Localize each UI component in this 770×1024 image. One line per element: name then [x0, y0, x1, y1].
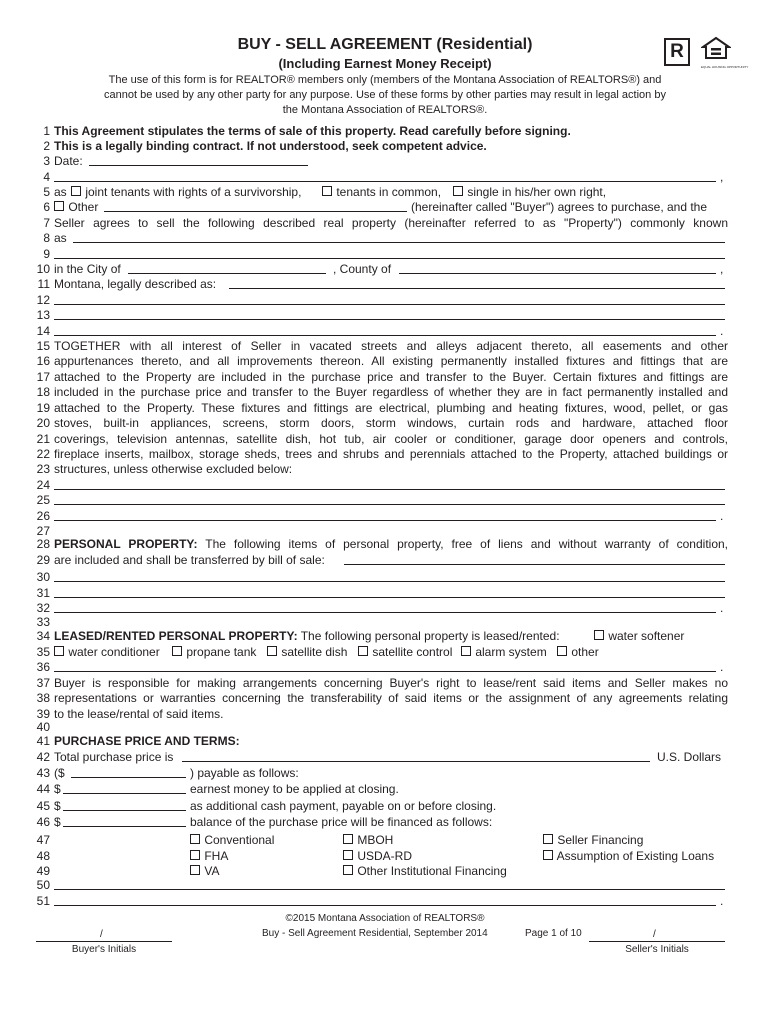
tenants-in-common-option[interactable]: [322, 184, 441, 200]
other-tenancy-checkbox[interactable]: [54, 201, 64, 211]
line-number: 4: [43, 170, 50, 184]
assumption-option[interactable]: [543, 848, 714, 864]
form-line: [0, 765, 770, 781]
financed-balance-field[interactable]: [63, 826, 186, 827]
fixtures-text: coverings, television antennas, satellite dish, hot tub, air cooler or conditioner, garage door openers and controls,: [54, 432, 728, 446]
leased-other-field[interactable]: [54, 671, 716, 672]
conventional-checkbox[interactable]: [190, 834, 200, 844]
satellite-control-checkbox[interactable]: [358, 646, 368, 656]
propane-tank-checkbox[interactable]: [172, 646, 182, 656]
form-line: [0, 338, 770, 354]
form-line: [0, 628, 770, 644]
fixtures-text: stoves, built-in appliances, screens, storm doors, storm windows, curtain rods and hardware, attached floor: [54, 416, 728, 430]
realtor-logo-icon: [664, 38, 690, 66]
line-number: 7: [43, 216, 50, 230]
line-number: 29: [36, 553, 50, 567]
satellite-dish-checkbox[interactable]: [267, 646, 277, 656]
form-line: [0, 431, 770, 447]
line-number: 48: [36, 849, 50, 863]
personal-property-text: [54, 536, 728, 552]
lease-arrangements-text: Buyer is responsible for making arrangements concerning Buyer's right to lease/rent said items and Seller makes no: [54, 676, 728, 690]
joint-tenants-label: joint tenants with rights of a survivorship,: [85, 185, 302, 199]
total-price-label: Total purchase price is: [54, 750, 174, 764]
other-tenancy-option[interactable]: [54, 199, 98, 215]
line-number: 22: [36, 447, 50, 461]
form-line: [0, 153, 770, 169]
dollar-label: $: [54, 782, 61, 796]
other-leased-checkbox[interactable]: [557, 646, 567, 656]
earnest-money-label: earnest money to be applied at closing.: [190, 782, 399, 796]
form-line: [0, 690, 770, 706]
dollar-label: $: [54, 799, 61, 813]
seller-financing-option[interactable]: [543, 832, 643, 848]
property-address-field[interactable]: [73, 242, 725, 243]
financed-balance-label: balance of the purchase price will be financed as follows:: [190, 815, 493, 829]
water-softener-option[interactable]: [594, 628, 684, 644]
line-number: 44: [36, 782, 50, 796]
buyer-initials-label: Buyer's Initials: [71, 944, 137, 955]
line-number: 19: [36, 401, 50, 415]
satellite-control-option[interactable]: [358, 644, 452, 660]
comma: ,: [720, 170, 724, 184]
seller-financing-checkbox[interactable]: [543, 834, 553, 844]
legal-description-field[interactable]: [229, 288, 725, 289]
dollar-label: ($: [54, 766, 65, 780]
line-number: 43: [36, 766, 50, 780]
line-number: 50: [36, 878, 50, 892]
other-leased-option[interactable]: [557, 644, 599, 660]
line-number: 10: [36, 262, 50, 276]
form-line: [0, 276, 770, 292]
intro-line-2: cannot be used by any other party for any purpose. Use of these forms by other parties may result in legal action by: [104, 89, 666, 101]
line-number: 30: [36, 570, 50, 584]
water-conditioner-checkbox[interactable]: [54, 646, 64, 656]
satellite-dish-label: satellite dish: [281, 645, 348, 659]
form-line: [0, 323, 770, 339]
line-number: 21: [36, 432, 50, 446]
period: .: [720, 601, 724, 615]
fixtures-text: attached to the Property. These fixtures and fittings are electrical, plumbing and heating fixtures, wood, pellet, or gas: [54, 401, 728, 415]
excluded-below-text: structures, unless otherwise excluded below:: [54, 462, 293, 476]
intro-line-1: The use of this form is for REALTOR® members only (members of the Montana Association of REALTORS®) and: [108, 74, 662, 86]
line-number: 45: [36, 799, 50, 813]
line-number: 28: [36, 537, 50, 551]
seller-financing-label: Seller Financing: [557, 833, 644, 847]
leased-property-description: The following personal property is leased/rented:: [300, 629, 560, 643]
line-number: 1: [43, 124, 50, 138]
water-softener-label: water softener: [608, 629, 685, 643]
line-number: 3: [43, 154, 50, 168]
form-subtitle: (Including Earnest Money Receipt): [278, 56, 492, 71]
payable-amount-field[interactable]: [71, 777, 186, 778]
date-field[interactable]: [89, 165, 308, 166]
personal-property-description: The following items of personal property, free of liens and without warranty of condition,: [205, 537, 728, 551]
form-line: [0, 569, 770, 585]
form-line: [0, 446, 770, 462]
personal-property-field-4[interactable]: [54, 612, 716, 613]
county-field[interactable]: [399, 273, 716, 274]
line-number: 34: [36, 629, 50, 643]
as-label: as: [54, 185, 67, 199]
other-tenancy-field[interactable]: [104, 211, 407, 212]
leased-property-heading: LEASED/RENTED PERSONAL PROPERTY:: [54, 629, 298, 643]
form-line: [0, 292, 770, 308]
joint-tenants-checkbox[interactable]: [71, 186, 81, 196]
line-number: 41: [36, 734, 50, 748]
form-line: [0, 384, 770, 400]
other-institutional-label: Other Institutional Financing: [357, 864, 507, 878]
usda-checkbox[interactable]: [343, 850, 353, 860]
conventional-option[interactable]: [190, 832, 274, 848]
line-number: 47: [36, 833, 50, 847]
form-line: [0, 199, 770, 215]
personal-property-field[interactable]: [344, 564, 725, 565]
form-line: [0, 138, 770, 154]
propane-tank-label: propane tank: [186, 645, 257, 659]
fixtures-text: appurtenances thereto, and all improvements thereon. All existing permanently installed fixtures and fittings that are: [54, 354, 728, 368]
line-number: 5: [43, 185, 50, 199]
seller-agrees-text: Seller agrees to sell the following described real property (hereinafter referred to as "Property") commonly known: [54, 216, 728, 230]
lease-arrangements-text: representations or warranties concerning the transferability of said items or the assignment of any agreements relating: [54, 691, 728, 705]
line-number: 8: [43, 231, 50, 245]
tenants-in-common-checkbox[interactable]: [322, 186, 332, 196]
assumption-checkbox[interactable]: [543, 850, 553, 860]
period: .: [720, 894, 724, 908]
line-number: 9: [43, 247, 50, 261]
financing-notes-field[interactable]: [54, 889, 725, 890]
va-checkbox[interactable]: [190, 865, 200, 875]
form-line: [0, 644, 770, 660]
line-number: 39: [36, 707, 50, 721]
form-line: [0, 261, 770, 277]
line-number: 42: [36, 750, 50, 764]
total-price-field[interactable]: [182, 761, 650, 762]
form-line: [0, 552, 770, 568]
form-line: [0, 369, 770, 385]
mboh-checkbox[interactable]: [343, 834, 353, 844]
form-title: BUY - SELL AGREEMENT (Residential): [237, 36, 533, 53]
legal-description-field-3[interactable]: [54, 319, 725, 320]
period: .: [720, 660, 724, 674]
city-label: in the City of: [54, 262, 121, 276]
line-number: 25: [36, 493, 50, 507]
single-option[interactable]: [453, 184, 606, 200]
form-line: [0, 536, 770, 552]
seller-initials-slash: /: [653, 929, 656, 940]
legal-description-label: Montana, legally described as:: [54, 277, 217, 291]
bill-of-sale-text: are included and shall be transferred by bill of sale:: [54, 553, 325, 567]
buyer-initials-field[interactable]: [36, 941, 172, 942]
tenants-in-common-label: tenants in common,: [336, 185, 442, 199]
exclusions-field-3[interactable]: [54, 520, 716, 521]
line-number: 24: [36, 478, 50, 492]
assumption-label: Assumption of Existing Loans: [556, 849, 715, 863]
form-line: [0, 585, 770, 601]
single-label: single in his/her own right,: [467, 185, 607, 199]
line-number: 13: [36, 308, 50, 322]
purchase-price-heading: PURCHASE PRICE AND TERMS:: [54, 734, 240, 748]
form-line: [0, 832, 770, 848]
other-tenancy-label: Other: [68, 200, 99, 214]
line-number: 20: [36, 416, 50, 430]
footer-form-name: Buy - Sell Agreement Residential, September 2014: [262, 928, 488, 939]
form-line: [0, 659, 770, 675]
form-line: [0, 123, 770, 139]
city-field[interactable]: [128, 273, 326, 274]
line-number: 18: [36, 385, 50, 399]
together-text: TOGETHER with all interest of Seller in vacated streets and alleys adjacent thereto, all easements and other: [54, 339, 728, 353]
buyer-called-text: (hereinafter called "Buyer") agrees to purchase, and the: [411, 200, 708, 214]
additional-cash-label: as additional cash payment, payable on or before closing.: [190, 799, 497, 813]
form-line: [0, 781, 770, 797]
footer-page-number: Page 1 of 10: [525, 928, 582, 939]
us-dollars-label: U.S. Dollars: [657, 750, 722, 764]
usda-label: USDA-RD: [357, 849, 413, 863]
form-line: [0, 733, 770, 749]
buyer-initials-slash: /: [100, 929, 103, 940]
va-label: VA: [204, 864, 220, 878]
form-line: [0, 169, 770, 185]
fixtures-text: included in the purchase price and transfer to the Buyer regardless of whether they are in fact permanently installed and: [54, 385, 728, 399]
line-number: 12: [36, 293, 50, 307]
line-number: 15: [36, 339, 50, 353]
period: .: [720, 509, 724, 523]
other-leased-label: other: [571, 645, 599, 659]
line-number: 27: [36, 524, 50, 538]
property-address-field-2[interactable]: [54, 258, 725, 259]
line-number: 37: [36, 676, 50, 690]
mboh-option[interactable]: [343, 832, 393, 848]
satellite-dish-option[interactable]: [267, 644, 347, 660]
single-checkbox[interactable]: [453, 186, 463, 196]
line-number: 46: [36, 815, 50, 829]
equal-housing-text: EQUAL HOUSING OPPORTUNITY: [701, 65, 749, 69]
realtor-logo-letter: R: [670, 41, 684, 62]
form-line: [0, 749, 770, 765]
form-line: [0, 675, 770, 691]
personal-property-field-2[interactable]: [54, 581, 725, 582]
comma: ,: [720, 262, 724, 276]
footer-copyright: ©2015 Montana Association of REALTORS®: [285, 913, 485, 924]
line-number: 40: [36, 720, 50, 734]
form-line: [0, 477, 770, 493]
seller-initials-label: Seller's Initials: [625, 944, 689, 955]
date-label: Date:: [54, 154, 83, 168]
line-number: 35: [36, 645, 50, 659]
mboh-label: MBOH: [357, 833, 394, 847]
line-number: 17: [36, 370, 50, 384]
form-line: [0, 415, 770, 431]
line-number: 23: [36, 462, 50, 476]
notice-read-carefully: This Agreement stipulates the terms of sale of this property. Read carefully before signing.: [54, 124, 571, 138]
line-number: 33: [36, 615, 50, 629]
buyer-name-field[interactable]: [54, 181, 716, 182]
form-line: [0, 461, 770, 477]
line-number: 26: [36, 509, 50, 523]
additional-cash-field[interactable]: [63, 810, 186, 811]
form-line: [0, 848, 770, 864]
period: .: [720, 324, 724, 338]
line-number: 36: [36, 660, 50, 674]
personal-property-heading: PERSONAL PROPERTY:: [54, 537, 198, 551]
line-number: 16: [36, 354, 50, 368]
personal-property-field-3[interactable]: [54, 597, 725, 598]
form-line: [0, 877, 770, 893]
commonly-known-as-label: as: [54, 231, 67, 245]
form-line: [0, 246, 770, 262]
fha-label: FHA: [204, 849, 229, 863]
water-conditioner-option[interactable]: [54, 644, 160, 660]
line-number: 51: [36, 894, 50, 908]
line-number: 2: [43, 139, 50, 153]
water-softener-checkbox[interactable]: [594, 630, 604, 640]
form-line: [0, 893, 770, 909]
joint-tenants-option[interactable]: [71, 184, 301, 200]
line-number: 14: [36, 324, 50, 338]
line-number: 49: [36, 864, 50, 878]
alarm-system-label: alarm system: [475, 645, 547, 659]
form-line: [0, 184, 770, 200]
line-number: 31: [36, 586, 50, 600]
exclusions-field-2[interactable]: [54, 504, 725, 505]
equal-housing-icon: [701, 36, 749, 69]
fixtures-text: fireplace inserts, mailbox, storage sheds, trees and shrubs and perennials attached to the Property, attached buildings or: [54, 447, 728, 461]
fha-option[interactable]: [190, 848, 228, 864]
water-conditioner-label: water conditioner: [68, 645, 160, 659]
conventional-label: Conventional: [204, 833, 275, 847]
satellite-control-label: satellite control: [372, 645, 453, 659]
payable-as-follows-label: ) payable as follows:: [190, 766, 299, 780]
alarm-system-option[interactable]: [461, 644, 547, 660]
fixtures-text: attached to the Property are included in the purchase price and transfer to the Buyer. Certain fixtures and fittings are: [54, 370, 728, 384]
financing-notes-field-2[interactable]: [54, 905, 716, 906]
leased-property-text: [54, 628, 560, 644]
form-line: [0, 400, 770, 416]
exclusions-field[interactable]: [54, 489, 725, 490]
form-line: [0, 814, 770, 830]
usda-option[interactable]: [343, 848, 412, 864]
alarm-system-checkbox[interactable]: [461, 646, 471, 656]
line-number: 32: [36, 601, 50, 615]
form-line: [0, 798, 770, 814]
form-line: [0, 307, 770, 323]
line-number: 6: [43, 200, 50, 214]
legal-description-field-4[interactable]: [54, 335, 716, 336]
form-line: [0, 508, 770, 524]
earnest-money-field[interactable]: [63, 793, 186, 794]
fha-checkbox[interactable]: [190, 850, 200, 860]
form-line: [0, 492, 770, 508]
lease-arrangements-text: to the lease/rental of said items.: [54, 707, 224, 721]
intro-text: [0, 73, 770, 118]
dollar-label: $: [54, 815, 61, 829]
seller-initials-field[interactable]: [589, 941, 725, 942]
other-institutional-checkbox[interactable]: [343, 865, 353, 875]
county-label: , County of: [333, 262, 392, 276]
line-number: 11: [37, 277, 50, 291]
line-number: 38: [36, 691, 50, 705]
form-line: [0, 230, 770, 246]
notice-legally-binding: This is a legally binding contract. If not understood, seek competent advice.: [54, 139, 487, 153]
form-line: [0, 353, 770, 369]
propane-tank-option[interactable]: [172, 644, 256, 660]
legal-description-field-2[interactable]: [54, 304, 725, 305]
intro-line-3: the Montana Association of REALTORS®.: [282, 104, 488, 116]
form-line: [0, 215, 770, 231]
